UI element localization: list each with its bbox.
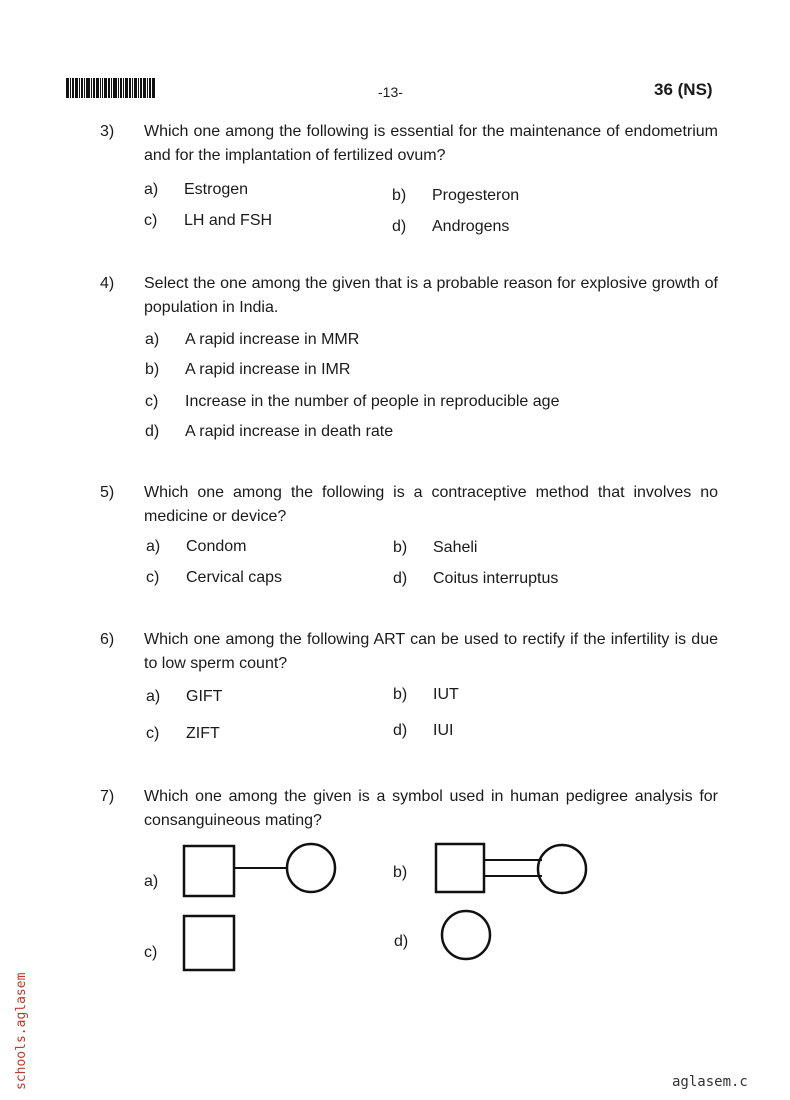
option-7b [393,864,433,882]
option-label: c) [146,725,160,742]
option-label: c) [144,212,158,229]
question-number: 3) [100,123,115,140]
option-text: LH and FSH [184,212,273,229]
option-label: a) [146,538,161,555]
option-text: A rapid increase in IMR [185,361,351,378]
question-text: Which one among the following is a contraceptive method that involves no medicine or device? [144,484,718,525]
barcode [66,78,176,98]
question-number: 4) [100,275,115,292]
question-3 [100,120,720,168]
option-text: IUT [433,686,459,703]
option-label: a) [145,331,160,348]
option-label: d) [393,570,408,587]
option-6c [146,725,220,743]
option-7c [144,944,184,962]
option-text: Progesteron [432,187,520,204]
option-3d [392,218,509,236]
option-6a [146,688,222,706]
option-3c [144,212,272,230]
option-5b [393,539,477,557]
paper-code: 36 (NS) [654,80,713,99]
pedigree-single-line-mating-symbol [180,840,340,900]
option-label: b) [393,539,408,556]
question-text: Select the one among the given that is a probable reason for explosive growth of population in India. [144,275,718,316]
option-label: b) [393,864,408,881]
pedigree-male-square-symbol [180,910,242,976]
option-text: Androgens [432,218,510,235]
option-text: A rapid increase in death rate [185,423,394,440]
option-text: ZIFT [186,725,220,742]
option-label: a) [144,181,159,198]
option-label: d) [394,933,409,950]
question-5 [100,481,720,529]
option-label: c) [145,393,159,410]
option-text: A rapid increase in MMR [185,331,360,348]
pedigree-double-line-consanguineous-symbol [432,840,592,900]
option-4d [145,423,393,441]
option-label: d) [145,423,160,440]
question-4 [100,272,720,320]
option-label: b) [393,686,408,703]
option-7a [144,873,184,891]
option-text: Condom [186,538,247,555]
question-text: Which one among the following is essential for the maintenance of endometrium and for the implantation of fertilized ovum? [144,123,718,164]
option-6d [393,722,453,740]
option-label: a) [144,873,159,890]
question-number: 6) [100,631,115,648]
option-5c [146,569,282,587]
option-5a [146,538,246,556]
question-number: 5) [100,484,115,501]
option-text: Estrogen [184,181,249,198]
option-text: Coitus interruptus [433,570,559,587]
option-4a [145,331,359,349]
question-7 [100,785,720,833]
option-label: c) [146,569,160,586]
question-text: Which one among the given is a symbol used in human pedigree analysis for consanguineous mating? [144,788,718,829]
option-text: IUI [433,722,454,739]
watermark-right: aglasem.c [672,1074,748,1090]
option-3a [144,181,248,199]
option-4b [145,361,350,379]
option-label: d) [392,218,407,235]
option-text: Increase in the number of people in reproducible age [185,393,560,410]
option-label: c) [144,944,158,961]
option-4c [145,393,559,411]
option-3b [392,187,519,205]
question-6 [100,628,720,676]
pedigree-female-circle-symbol [438,905,498,965]
watermark-left: schools.aglasem [14,972,29,1090]
option-text: Cervical caps [186,569,283,586]
page-number: -13- [378,84,403,100]
question-number: 7) [100,788,115,805]
option-6b [393,686,459,704]
option-text: Saheli [433,539,478,556]
option-label: b) [145,361,160,378]
option-label: b) [392,187,407,204]
option-5d [393,570,558,588]
question-text: Which one among the following ART can be used to rectify if the infertility is due to low sperm count? [144,631,718,672]
option-label: d) [393,722,408,739]
option-text: GIFT [186,688,223,705]
option-7d [394,933,434,951]
option-label: a) [146,688,161,705]
